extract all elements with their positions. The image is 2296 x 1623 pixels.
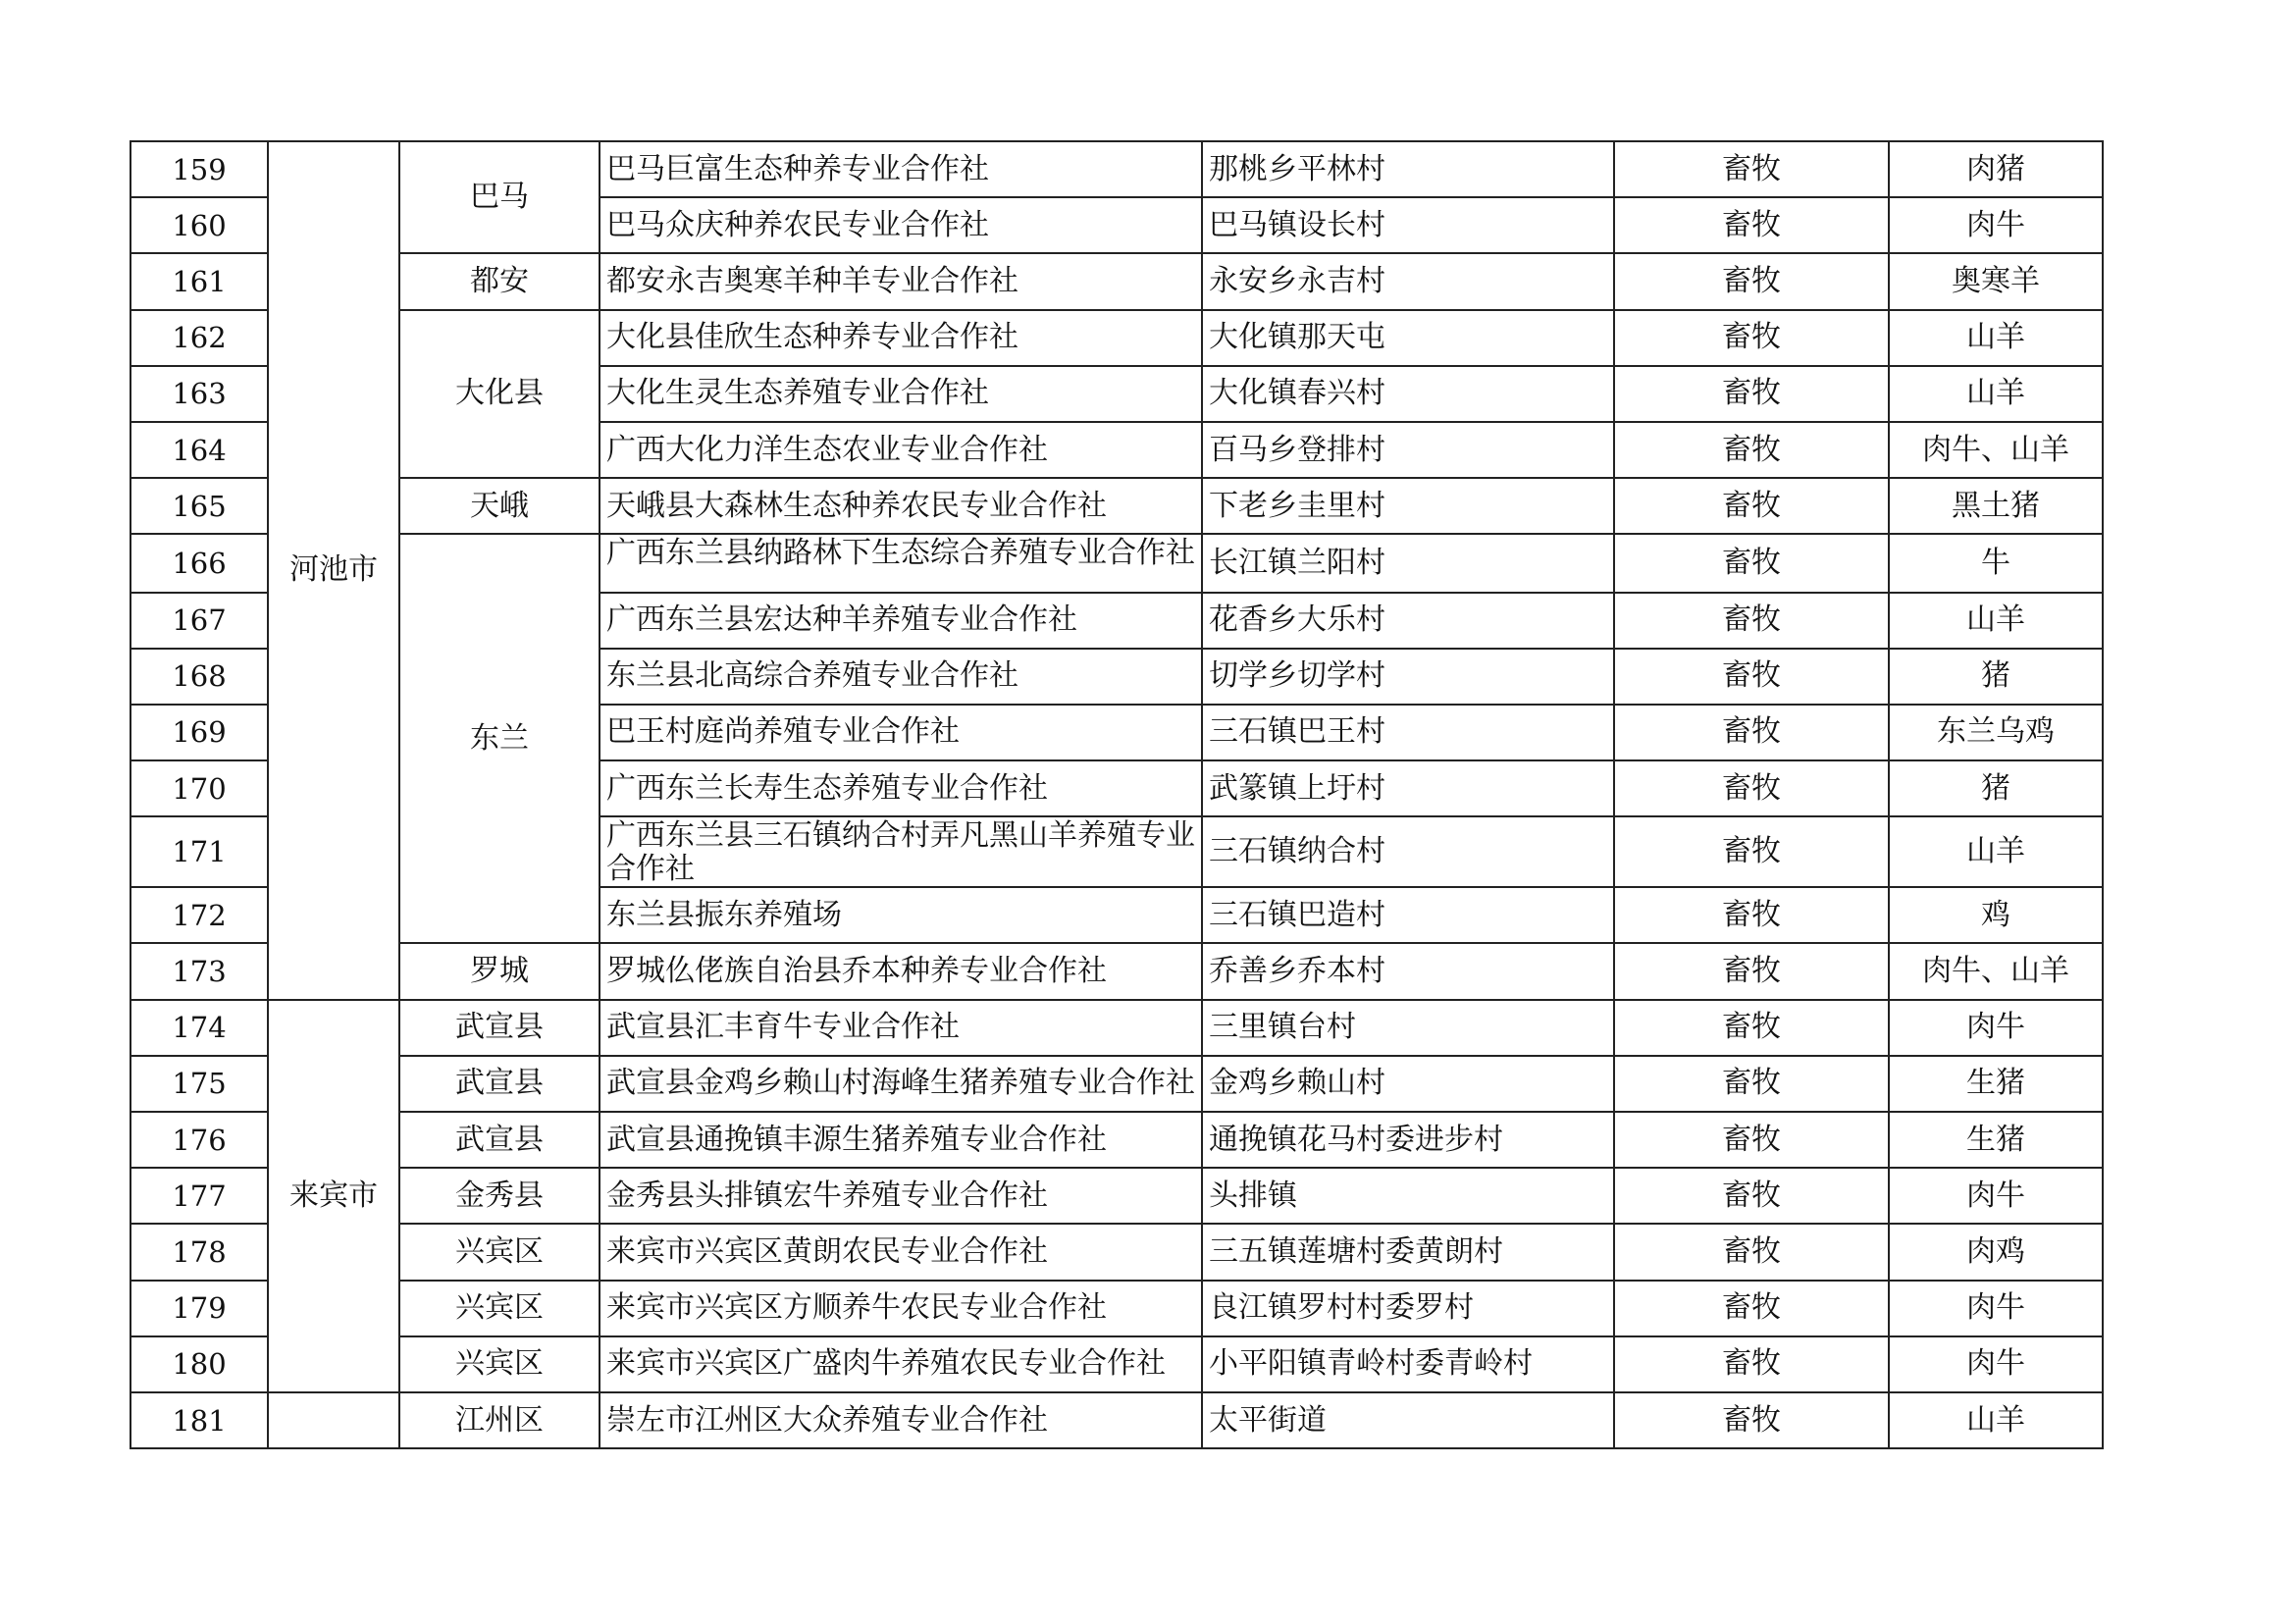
location-cell: 巴马镇设长村: [1202, 197, 1614, 253]
cooperative-name: 广西东兰县三石镇纳合村弄凡黑山羊养殖专业合作社: [600, 816, 1202, 887]
category-cell: 畜牧: [1614, 422, 1889, 478]
table-row: [130, 1336, 2103, 1392]
category-cell: 畜牧: [1614, 1000, 1889, 1056]
category-cell: 畜牧: [1614, 593, 1889, 649]
location-cell: 金鸡乡赖山村: [1202, 1056, 1614, 1112]
row-number: 162: [130, 310, 268, 366]
category-cell: 畜牧: [1614, 1224, 1889, 1280]
product-cell: 山羊: [1889, 816, 2103, 887]
category-cell: 畜牧: [1614, 197, 1889, 253]
table-row: [130, 1281, 2103, 1336]
row-number: 174: [130, 1000, 268, 1056]
table-row: [130, 534, 2103, 592]
category-cell: 畜牧: [1614, 1168, 1889, 1224]
cooperative-name: 武宣县金鸡乡赖山村海峰生猪养殖专业合作社: [600, 1056, 1202, 1112]
county-cell: 大化县: [399, 310, 600, 479]
table-row: [130, 1000, 2103, 1056]
table-row: [130, 1392, 2103, 1448]
row-number: 169: [130, 705, 268, 760]
product-cell: 山羊: [1889, 593, 2103, 649]
category-cell: 畜牧: [1614, 141, 1889, 197]
row-number: 178: [130, 1224, 268, 1280]
row-number: 166: [130, 534, 268, 592]
category-cell: 畜牧: [1614, 760, 1889, 816]
cooperative-name: 广西大化力洋生态农业专业合作社: [600, 422, 1202, 478]
location-cell: 三五镇莲塘村委黄朗村: [1202, 1224, 1614, 1280]
category-cell: 畜牧: [1614, 253, 1889, 309]
row-number: 175: [130, 1056, 268, 1112]
table-row: [130, 1168, 2103, 1224]
product-cell: 牛: [1889, 534, 2103, 592]
location-cell: 下老乡圭里村: [1202, 478, 1614, 534]
category-cell: 畜牧: [1614, 943, 1889, 999]
product-cell: 山羊: [1889, 1392, 2103, 1448]
row-number: 164: [130, 422, 268, 478]
product-cell: 肉牛、山羊: [1889, 943, 2103, 999]
cooperative-name: 天峨县大森林生态种养农民专业合作社: [600, 478, 1202, 534]
cooperative-name: 巴马众庆种养农民专业合作社: [600, 197, 1202, 253]
cooperative-table: [130, 140, 2104, 1449]
cooperative-name: 广西东兰长寿生态养殖专业合作社: [600, 760, 1202, 816]
table-row: [130, 141, 2103, 197]
product-cell: 肉牛: [1889, 1336, 2103, 1392]
category-cell: 畜牧: [1614, 705, 1889, 760]
location-cell: 通挽镇花马村委进步村: [1202, 1112, 1614, 1168]
cooperative-name: 武宣县通挽镇丰源生猪养殖专业合作社: [600, 1112, 1202, 1168]
location-cell: 百马乡登排村: [1202, 422, 1614, 478]
cooperative-name: 大化生灵生态养殖专业合作社: [600, 366, 1202, 422]
product-cell: 鸡: [1889, 887, 2103, 943]
product-cell: 东兰乌鸡: [1889, 705, 2103, 760]
county-cell: 武宣县: [399, 1112, 600, 1168]
cooperative-name: 东兰县北高综合养殖专业合作社: [600, 649, 1202, 705]
cooperative-name: 武宣县汇丰育牛专业合作社: [600, 1000, 1202, 1056]
location-cell: 切学乡切学村: [1202, 649, 1614, 705]
cooperative-name: 金秀县头排镇宏牛养殖专业合作社: [600, 1168, 1202, 1224]
product-cell: 猪: [1889, 760, 2103, 816]
row-number: 168: [130, 649, 268, 705]
county-cell: 东兰: [399, 534, 600, 943]
row-number: 177: [130, 1168, 268, 1224]
location-cell: 三里镇台村: [1202, 1000, 1614, 1056]
row-number: 161: [130, 253, 268, 309]
city-cell: 河池市: [268, 141, 399, 1000]
product-cell: 生猪: [1889, 1056, 2103, 1112]
cooperative-name: 巴王村庭尚养殖专业合作社: [600, 705, 1202, 760]
category-cell: 畜牧: [1614, 887, 1889, 943]
product-cell: 肉牛、山羊: [1889, 422, 2103, 478]
product-cell: 肉鸡: [1889, 1224, 2103, 1280]
category-cell: 畜牧: [1614, 1281, 1889, 1336]
category-cell: 畜牧: [1614, 534, 1889, 592]
category-cell: 畜牧: [1614, 1336, 1889, 1392]
product-cell: 山羊: [1889, 310, 2103, 366]
cooperative-name: 来宾市兴宾区方顺养牛农民专业合作社: [600, 1281, 1202, 1336]
cooperative-name: 广西东兰县宏达种羊养殖专业合作社: [600, 593, 1202, 649]
county-cell: 都安: [399, 253, 600, 309]
row-number: 173: [130, 943, 268, 999]
county-cell: 罗城: [399, 943, 600, 999]
product-cell: 猪: [1889, 649, 2103, 705]
table-row: [130, 1056, 2103, 1112]
category-cell: 畜牧: [1614, 816, 1889, 887]
location-cell: 那桃乡平林村: [1202, 141, 1614, 197]
cooperative-name: 广西东兰县纳路林下生态综合养殖专业合作社: [600, 534, 1202, 592]
product-cell: 肉牛: [1889, 197, 2103, 253]
product-cell: 黑土猪: [1889, 478, 2103, 534]
county-cell: 兴宾区: [399, 1336, 600, 1392]
category-cell: 畜牧: [1614, 366, 1889, 422]
table-row: [130, 943, 2103, 999]
product-cell: 山羊: [1889, 366, 2103, 422]
county-cell: 武宣县: [399, 1000, 600, 1056]
cooperative-name: 都安永吉奥寒羊种羊专业合作社: [600, 253, 1202, 309]
table-row: [130, 1224, 2103, 1280]
city-cell: 来宾市: [268, 1000, 399, 1392]
product-cell: 肉牛: [1889, 1000, 2103, 1056]
location-cell: 三石镇巴造村: [1202, 887, 1614, 943]
product-cell: 奥寒羊: [1889, 253, 2103, 309]
location-cell: 三石镇纳合村: [1202, 816, 1614, 887]
product-cell: 肉牛: [1889, 1168, 2103, 1224]
category-cell: 畜牧: [1614, 1112, 1889, 1168]
category-cell: 畜牧: [1614, 649, 1889, 705]
cooperative-name: 巴马巨富生态种养专业合作社: [600, 141, 1202, 197]
location-cell: 良江镇罗村村委罗村: [1202, 1281, 1614, 1336]
cooperative-name: 大化县佳欣生态种养专业合作社: [600, 310, 1202, 366]
city-cell: [268, 1392, 399, 1448]
row-number: 176: [130, 1112, 268, 1168]
category-cell: 畜牧: [1614, 1392, 1889, 1448]
location-cell: 大化镇春兴村: [1202, 366, 1614, 422]
product-cell: 肉猪: [1889, 141, 2103, 197]
table-row: [130, 1112, 2103, 1168]
category-cell: 畜牧: [1614, 310, 1889, 366]
county-cell: 武宣县: [399, 1056, 600, 1112]
location-cell: 花香乡大乐村: [1202, 593, 1614, 649]
location-cell: 长江镇兰阳村: [1202, 534, 1614, 592]
row-number: 160: [130, 197, 268, 253]
location-cell: 太平街道: [1202, 1392, 1614, 1448]
category-cell: 畜牧: [1614, 1056, 1889, 1112]
location-cell: 头排镇: [1202, 1168, 1614, 1224]
row-number: 165: [130, 478, 268, 534]
county-cell: 江州区: [399, 1392, 600, 1448]
table-row: [130, 310, 2103, 366]
cooperative-name: 崇左市江州区大众养殖专业合作社: [600, 1392, 1202, 1448]
row-number: 180: [130, 1336, 268, 1392]
location-cell: 乔善乡乔本村: [1202, 943, 1614, 999]
product-cell: 生猪: [1889, 1112, 2103, 1168]
cooperative-name: 东兰县振东养殖场: [600, 887, 1202, 943]
row-number: 170: [130, 760, 268, 816]
row-number: 179: [130, 1281, 268, 1336]
row-number: 171: [130, 816, 268, 887]
location-cell: 大化镇那天屯: [1202, 310, 1614, 366]
location-cell: 武篆镇上圩村: [1202, 760, 1614, 816]
county-cell: 天峨: [399, 478, 600, 534]
county-cell: 金秀县: [399, 1168, 600, 1224]
table-row: [130, 253, 2103, 309]
row-number: 181: [130, 1392, 268, 1448]
row-number: 159: [130, 141, 268, 197]
category-cell: 畜牧: [1614, 478, 1889, 534]
product-cell: 肉牛: [1889, 1281, 2103, 1336]
row-number: 163: [130, 366, 268, 422]
cooperative-name: 来宾市兴宾区黄朗农民专业合作社: [600, 1224, 1202, 1280]
cooperative-name: 罗城仫佬族自治县乔本种养专业合作社: [600, 943, 1202, 999]
county-cell: 兴宾区: [399, 1281, 600, 1336]
location-cell: 三石镇巴王村: [1202, 705, 1614, 760]
county-cell: 兴宾区: [399, 1224, 600, 1280]
row-number: 167: [130, 593, 268, 649]
table-row: [130, 478, 2103, 534]
county-cell: 巴马: [399, 141, 600, 253]
location-cell: 永安乡永吉村: [1202, 253, 1614, 309]
cooperative-name: 来宾市兴宾区广盛肉牛养殖农民专业合作社: [600, 1336, 1202, 1392]
location-cell: 小平阳镇青岭村委青岭村: [1202, 1336, 1614, 1392]
row-number: 172: [130, 887, 268, 943]
